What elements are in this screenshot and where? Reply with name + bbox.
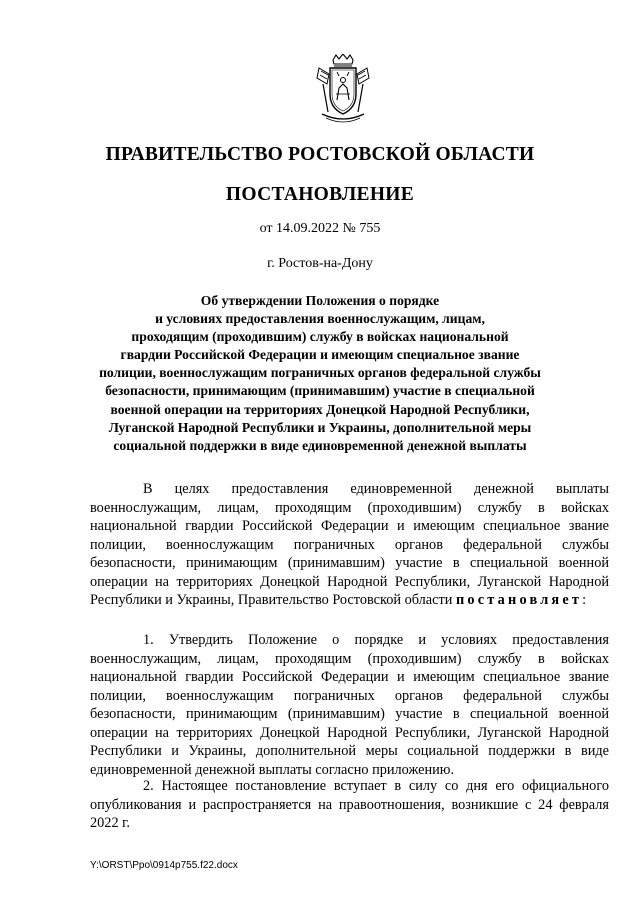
document-date-number: от 14.09.2022 № 755 [259, 221, 381, 236]
heading-line: Луганской Народной Республики и Украины, дополнительной меры [108, 419, 532, 435]
heading-line: проходящим (проходившим) службу в войсках национальной [131, 329, 509, 345]
clause-2: 2. Настоящее постановление вступает в силу со дня его официального опубликования и распространяется на правоотношения, возникшие с 24 февраля 2022 г. [90, 778, 609, 831]
heading-line: и условиях предоставления военнослужащим, лицам, [155, 311, 485, 327]
heading-line: социальной поддержки в виде единовременной денежной выплаты [113, 437, 527, 453]
clause-1: 1. Утвердить Положение о порядке и условиях предоставления военнослужащим, лицам, проходящим (проходившим) службу в войсках национальной гвардии Российской Федерации и имеющим специальное звание полиции, военнослужащим пограничных органов федеральной службы безопасности, принимающим (принимавшим) участие в специальной военной операции на территориях Донецкой Народной Республики, Луганской Народной Республики и Украины, дополнительной меры социальной поддержки в виде единовременной денежной выплаты согласно приложению. [90, 632, 609, 778]
document-heading [70, 292, 570, 455]
decree-colon: : [582, 592, 587, 608]
rostov-oblast-coat-of-arms-icon [314, 54, 372, 124]
preamble-paragraph [90, 480, 609, 610]
document-type: ПОСТАНОВЛЕНИЕ [225, 184, 415, 205]
decree-word: постановляет [455, 592, 583, 608]
heading-line: военной операции на территориях Донецкой Народной Республики, [110, 401, 530, 417]
heading-line: безопасности, принимающим (принимавшим) участие в специальной [105, 383, 535, 399]
heading-line: Об утверждении Положения о порядке [200, 293, 440, 308]
heading-line: полиции, военнослужащим пограничных органов федеральной службы [99, 365, 541, 381]
preamble-text: В целях предоставления единовременной денежной выплаты военнослужащим, лицам, проходящим (проходившим) службу в войсках национальной гвардии Российской Федерации и имеющим специальное звание полиции, военнослужащим пограничных органов федеральной службы безопасности, принимающим (принимавшим) участие в специальной военной операции на территориях Донецкой Народной Республики, Луганской Народной Республики и Украины, Правительство Ростовской области [90, 481, 609, 608]
government-title: ПРАВИТЕЛЬСТВО РОСТОВСКОЙ ОБЛАСТИ [105, 144, 535, 165]
document-city: г. Ростов-на-Дону [267, 256, 373, 271]
heading-line: гвардии Российской Федерации и имеющим специальное звание [120, 347, 520, 363]
footer-file-path: Y:\ORST\Ppo\0914p755.f22.docx [90, 860, 238, 871]
